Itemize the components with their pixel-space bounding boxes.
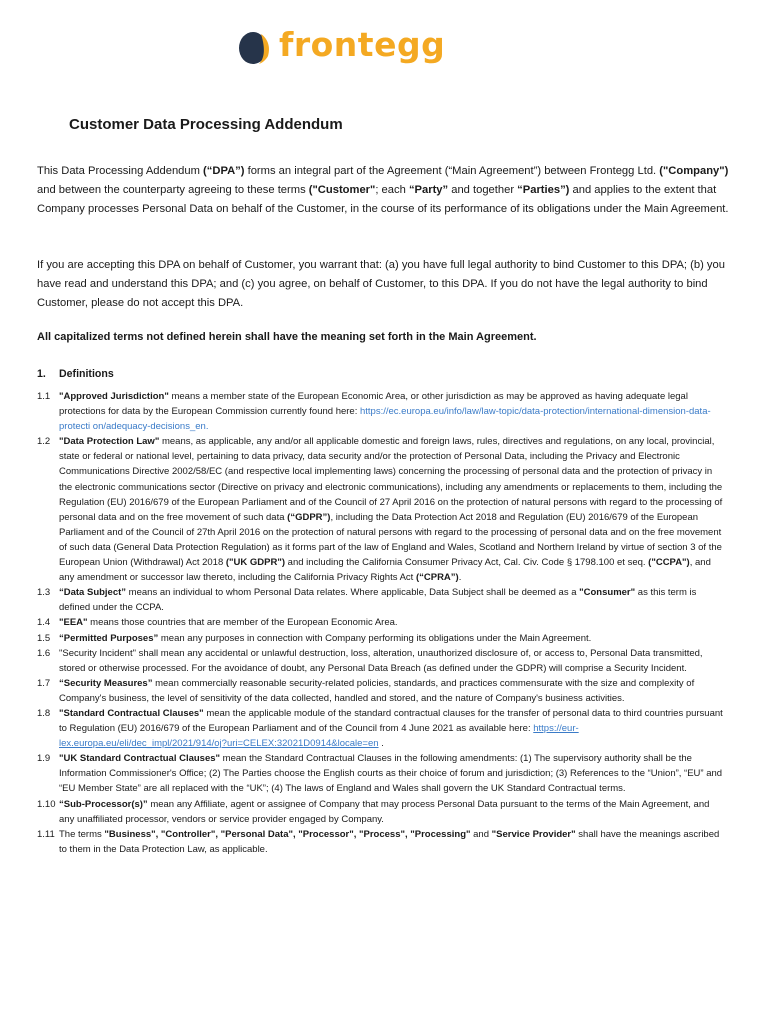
definition-item: 1.2 "Data Protection Law" means, as applicable, any and/or all applicable domestic and foreign laws, rules, directives and regulations, on any local, provincial, state or federal or national level, pertaining to data privacy, data security and/or the protection of Personal Data, including the Privacy and Electronic Communications Directive 2002/58/EC (and respective local implementing laws) concerning the processing of personal data and the protection of privacy in the electronic communications sector (Directive on privacy and electronic communications), including any amendments or replacements to them, including the Regulation (EU) 2016/679 of the European Parliament and of the Council of 27 April 2016 on the protection of natural persons with regard to the processing of personal data and on the free movement of such data (“GDPR”), including the Data Protection Act 2018 and Regulation (EU) 2016/679 of the European Parliament and of the Council of 27th April 2016 on the protection of natural persons with regard to the processing of personal data and on the free movement of such data (General Data Protection Regulation) as it forms part of the law of England and Wales, Scotland and Northern Ireland by virtue of section 3 of the European Union (Withdrawal) Act 2018 ("UK GDPR") and including the California Consumer Privacy Act, Cal. Civ. Code § 1798.100 et seq. ("CCPA"), and any amendment or successor law thereto, including the California Privacy Rights Act (“CPRA”). xyxy=(37,436,723,584)
definition-item: 1.7 “Security Measures” mean commercially reasonable security-related policies, standards, and practices commensurate with the size and complexity of Company's business, the level of sensitivity of the data collected, handled and stored, and the nature of Company's business activities. xyxy=(37,677,695,704)
page-title: Customer Data Processing Addendum xyxy=(69,116,343,133)
definition-item: 1.11 The terms "Business", "Controller", "Personal Data", "Processor", "Process", "Processing" and "Service Provider" shall have the meanings ascribed to them in the Data Protection Law, as applicable. xyxy=(37,828,720,855)
definition-item: 1.1 "Approved Jurisdiction" means a member state of the European Economic Area, or other jurisdiction as may be approved as having adequate legal protections for data by the European Commission currently found here: https://ec.europa.eu/info/law/law-topic/data-protection/international-dimension-data-protecti on/adequacy-decisions_en. xyxy=(37,391,711,433)
adequacy-decisions-link[interactable]: https://ec.europa.eu/info/law/law-topic/data-protection/international-dimension-data-protecti on/adequacy-decisions_en. xyxy=(59,406,711,433)
section-heading-definitions: 1. Definitions xyxy=(37,368,114,380)
definition-item: 1.9 "UK Standard Contractual Clauses" mean the Standard Contractual Clauses in the following amendments: (1) The supervisory authority shall be the Information Commissioner's Office; (2) The Parties choose the English courts as their choice of forum and jurisdiction; (3) References to the “Union”, “EU” and “EU Member State” are all replaced with the “UK”; (4) The laws of England and Wales shall govern the UK Standard Contractual terms. xyxy=(37,753,723,795)
definition-item: 1.8 "Standard Contractual Clauses" mean the applicable module of the standard contractual clauses for the transfer of personal data to third countries pursuant to Regulation (EU) 2016/679 of the European Parliament and of the Council from 4 June 2021 as available here: https://eur-lex.europa.eu/eli/dec_impl/2021/914/oj?uri=CELEX:32021D0914&locale=en . xyxy=(37,707,723,750)
definition-item: 1.4 "EEA" means those countries that are member of the European Economic Area. xyxy=(37,617,398,629)
definition-item: 1.10 “Sub-Processor(s)” mean any Affiliate, agent or assignee of Company that may process Personal Data pursuant to the terms of the Main Agreement, and any unaffiliated processor, vendors or service provider engaged by Company. xyxy=(37,798,710,825)
definition-item: 1.6 "Security Incident" shall mean any accidental or unlawful destruction, loss, alteration, unauthorized disclosure of, or access to, Personal Data transmitted, stored or otherwise processed. For the avoidance of doubt, any Personal Data Breach (as defined under the GDPR) will comprise a Security Incident. xyxy=(37,647,703,674)
definition-item: 1.3 “Data Subject” means an individual to whom Personal Data relates. Where applicable, Data Subject shall be deemed as a "Consumer" as this term is defined under the CCPA. xyxy=(37,587,697,614)
frontegg-logo xyxy=(235,24,445,68)
frontegg-egg-logo-icon xyxy=(235,26,275,66)
logo-wordmark: frontegg xyxy=(279,24,446,64)
eur-lex-link[interactable]: https://eur-lex.europa.eu/eli/dec_impl/2021/914/oj?uri=CELEX:32021D0914&locale=en xyxy=(59,723,579,750)
intro-paragraph: This Data Processing Addendum (“DPA”) forms an integral part of the Agreement (“Main Agreement”) between Frontegg Ltd. ("Company") and between the counterparty agreeing to these terms ("Customer"; each “Party” and together “Parties”) and applies to the extent that Company processes Personal Data on behalf of the Customer, in the course of its performance of its obligations under the Main Agreement. xyxy=(37,165,729,215)
definitions-list xyxy=(37,389,725,857)
authority-paragraph: If you are accepting this DPA on behalf of Customer, you warrant that: (a) you have full legal authority to bind Customer to this DPA; (b) you have read and understand this DPA; and (c) you agree, on behalf of Customer, to this DPA. If you do not have the legal authority to bind Customer, please do not accept this DPA. xyxy=(37,259,725,309)
definition-item: 1.5 “Permitted Purposes” mean any purposes in connection with Company performing its obligations under the Main Agreement. xyxy=(37,632,592,644)
capitalized-terms-statement: All capitalized terms not defined herein shall have the meaning set forth in the Main Agreement. xyxy=(37,331,537,343)
